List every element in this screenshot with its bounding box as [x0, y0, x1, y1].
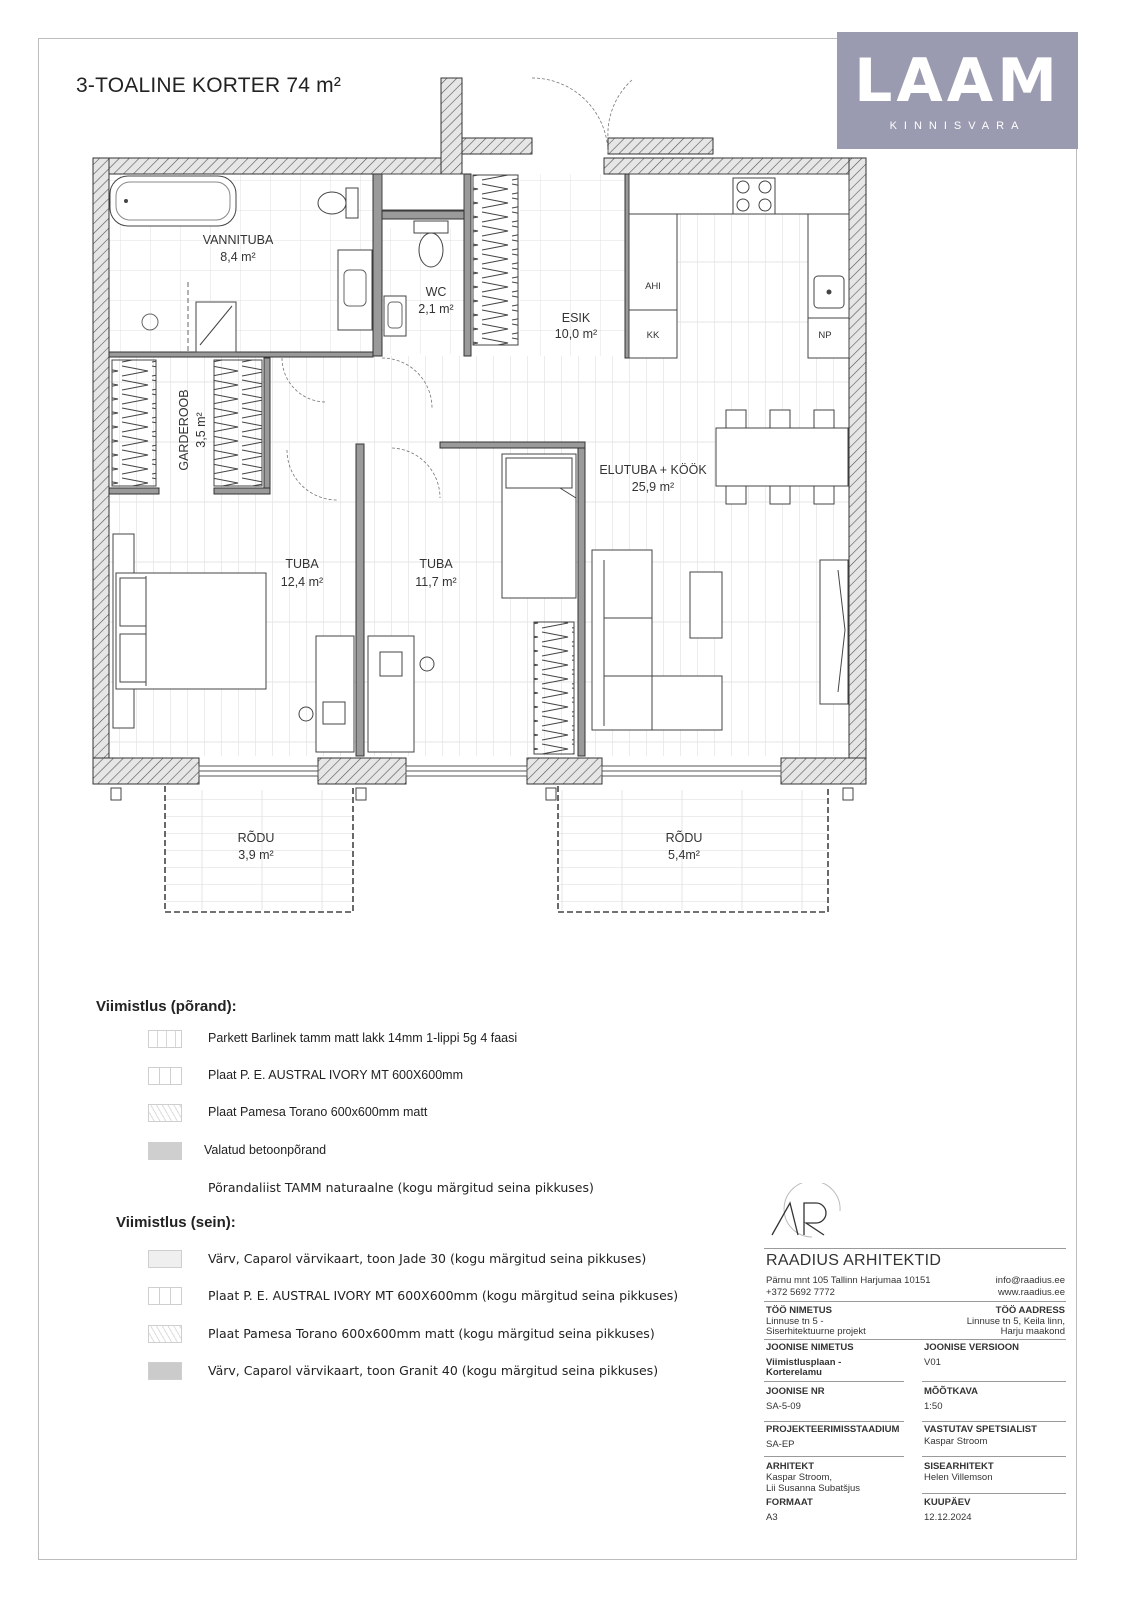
swatch-parquet: [148, 1030, 182, 1048]
room-area-bedroom-1: 12,4 m²: [280, 575, 324, 589]
architect-label: ARHITEKT: [766, 1461, 815, 1472]
title-block-rule: [764, 1339, 1066, 1340]
bathtub: [110, 176, 236, 226]
room-area-living-kitchen: 25,9 m²: [631, 480, 675, 494]
interior-architect-label: SISEARHITEKT: [924, 1461, 994, 1472]
interior-architect-value: Helen Villemson: [924, 1472, 993, 1483]
date-value: 12.12.2024: [924, 1512, 972, 1523]
tv-unit: [820, 560, 848, 704]
room-name-balcony-2: RÕDU: [665, 831, 703, 845]
room-name-wc: WC: [425, 285, 447, 299]
swatch-paint-light: [148, 1250, 182, 1268]
specialist-value: Kaspar Stroom: [924, 1436, 988, 1447]
fixture-label-oven: AHI: [645, 281, 661, 292]
title-block-rule: [922, 1493, 1066, 1494]
drawing-name-value: Korterelamu: [766, 1367, 822, 1378]
room-area-bathroom: 8,4 m²: [220, 250, 256, 264]
room-name-living-kitchen: ELUTUBA + KÖÖK: [599, 463, 707, 477]
title-block-rule: [922, 1381, 1066, 1382]
legend-floor-text: Plaat P. E. AUSTRAL IVORY MT 600X600mm: [208, 1068, 463, 1082]
stage-value: SA-EP: [766, 1439, 795, 1450]
work-address-value: Harju maakond: [1000, 1326, 1065, 1337]
sink-bathroom: [338, 250, 372, 330]
stage-label: PROJEKTEERIMISSTAADIUM: [766, 1424, 900, 1435]
architect-value: Kaspar Stroom,: [766, 1472, 832, 1483]
logo-wordmark: LAAM: [854, 46, 1061, 116]
work-name-label: TÖÖ NIMETUS: [766, 1305, 832, 1316]
drawing-version-label: JOONISE VERSIOON: [924, 1342, 1020, 1353]
title-block-rule: [764, 1381, 904, 1382]
drawing-number-value: SA-5-09: [766, 1401, 801, 1412]
legend-wall-text: Värv, Caparol värvikaart, toon Granit 40 (kogu märgitud seina pikkuses): [208, 1363, 659, 1378]
room-name-bedroom-2: TUBA: [419, 557, 453, 571]
format-label: FORMAAT: [766, 1497, 813, 1508]
firm-web: www.raadius.ee: [997, 1287, 1065, 1298]
work-name-value: Linnuse tn 5 -: [766, 1316, 824, 1327]
fixture-label-fridge: KK: [646, 330, 660, 341]
format-value: A3: [766, 1512, 778, 1523]
architect-value: Lii Susanna Subatšjus: [766, 1483, 861, 1494]
drawing-name-label: JOONISE NIMETUS: [766, 1342, 854, 1353]
title-block-rule: [764, 1456, 904, 1457]
swatch-tile-grid: [148, 1067, 182, 1085]
swatch-concrete: [148, 1142, 182, 1160]
work-address-value: Linnuse tn 5, Keila linn,: [966, 1316, 1065, 1327]
coffee-table: [690, 572, 722, 638]
room-name-bathroom: VANNITUBA: [202, 233, 274, 247]
room-area-wardrobe: 3,5 m²: [194, 412, 208, 448]
legend-floor-text: Parkett Barlinek tamm matt lakk 14mm 1-lippi 5g 4 faasi: [208, 1031, 518, 1045]
dining-table: [716, 410, 848, 504]
swatch-tile-pamesa: [148, 1325, 182, 1343]
single-bed: [502, 454, 576, 598]
date-label: KUUPÄEV: [924, 1497, 971, 1508]
title-block-rule: [764, 1248, 1066, 1249]
room-area-balcony-1: 3,9 m²: [238, 848, 274, 862]
legend-wall-text: Värv, Caparol värvikaart, toon Jade 30 (kogu märgitud seina pikkuses): [208, 1251, 647, 1266]
work-name-value: Siserhitektuurne projekt: [766, 1326, 866, 1337]
page-title: 3-TOALINE KORTER 74 m²: [76, 74, 342, 97]
firm-email: info@raadius.ee: [995, 1275, 1065, 1286]
legend-floor-text: Põrandaliist TAMM naturaalne (kogu märgitud seina pikkuses): [208, 1180, 594, 1195]
swatch-tile-pamesa: [148, 1104, 182, 1122]
title-block-rule: [922, 1421, 1066, 1422]
legend-wall-text: Plaat P. E. AUSTRAL IVORY MT 600X600mm (kogu märgitud seina pikkuses): [208, 1288, 679, 1303]
firm-address: Pärnu mnt 105 Tallinn Harjumaa 10151: [766, 1275, 931, 1286]
title-block-rule: [764, 1421, 904, 1422]
windows: [199, 766, 781, 776]
drawing-number-label: JOONISE NR: [766, 1386, 825, 1397]
legend-wall-text: Plaat Pamesa Torano 600x600mm matt (kogu märgitud seina pikkuses): [208, 1326, 655, 1341]
firm-phone: +372 5692 7772: [766, 1287, 835, 1298]
fixture-label-dishwasher: NP: [818, 330, 832, 341]
room-area-balcony-2: 5,4m²: [668, 848, 700, 862]
title-block-rule: [764, 1301, 1066, 1302]
specialist-label: VASTUTAV SPETSIALIST: [924, 1424, 1037, 1435]
legend-floor-text: Valatud betoonpõrand: [204, 1143, 327, 1157]
drawing-name-value: Viimistlusplaan -: [766, 1357, 842, 1368]
swatch-paint-gray: [148, 1362, 182, 1380]
room-area-hall: 10,0 m²: [554, 327, 598, 341]
logo-subtitle: KINNISVARA: [889, 120, 1026, 132]
room-name-wardrobe: GARDEROOB: [177, 389, 191, 471]
room-area-bedroom-2: 11,7 m²: [415, 575, 457, 589]
legend-floor-text: Plaat Pamesa Torano 600x600mm matt: [208, 1105, 428, 1119]
work-address-label: TÖÖ AADRESS: [995, 1305, 1065, 1316]
title-block-rule: [922, 1456, 1066, 1457]
drawing-version-value: V01: [924, 1357, 941, 1368]
ar-logo-mark: [768, 1183, 844, 1241]
room-name-bedroom-1: TUBA: [285, 557, 319, 571]
firm-name: RAADIUS ARHITEKTID: [766, 1252, 942, 1269]
room-name-balcony-1: RÕDU: [237, 831, 275, 845]
legend-wall-heading: Viimistlus (sein):: [116, 1214, 236, 1231]
scale-label: MÕÕTKAVA: [924, 1386, 979, 1397]
legend-floor-heading: Viimistlus (põrand):: [96, 998, 237, 1015]
scale-value: 1:50: [924, 1401, 943, 1412]
swatch-tile-grid: [148, 1287, 182, 1305]
room-name-hall: ESIK: [561, 311, 591, 325]
room-area-wc: 2,1 m²: [418, 302, 454, 316]
